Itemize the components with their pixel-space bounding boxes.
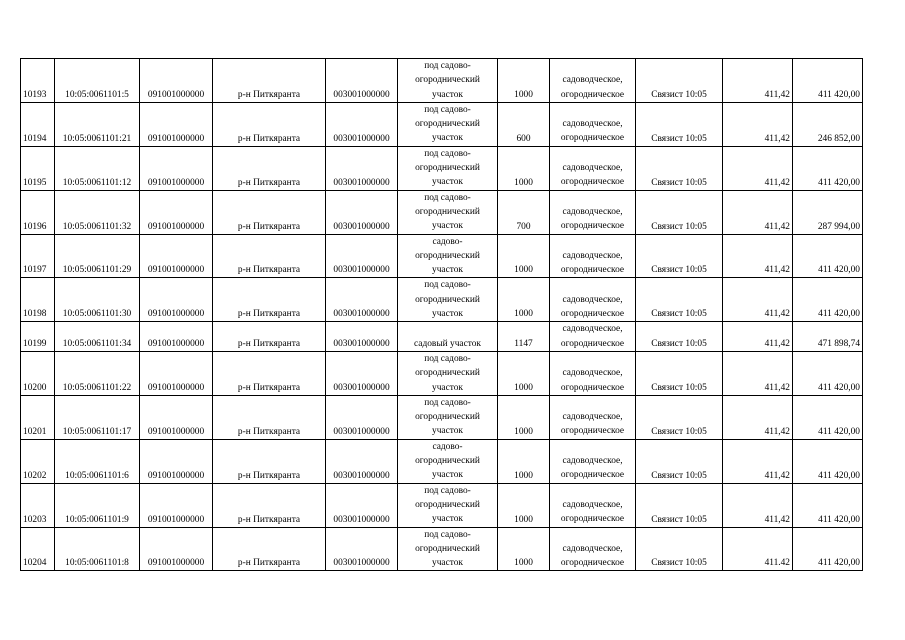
category-code-cell: 003001000000 bbox=[326, 146, 398, 190]
district-cell: р-н Питкяранта bbox=[213, 190, 326, 234]
okato-code-cell: 091001000000 bbox=[140, 102, 213, 146]
cadastral-value-cell: 411 420,00 bbox=[793, 234, 863, 278]
area-cell: 1000 bbox=[498, 527, 550, 571]
area-cell: 1000 bbox=[498, 439, 550, 483]
permitted-use-cell bbox=[398, 439, 498, 483]
location-cell: Связист 10:05 bbox=[636, 190, 723, 234]
area-cell: 1000 bbox=[498, 59, 550, 103]
specific-value-cell: 411,42 bbox=[723, 395, 793, 439]
purpose-cell bbox=[550, 102, 636, 146]
purpose-line: огородническое bbox=[560, 265, 625, 276]
table-row bbox=[21, 395, 863, 439]
permitted-use-line: огороднический bbox=[415, 294, 480, 305]
record-number-cell: 10201 bbox=[21, 395, 55, 439]
permitted-use-line: под садово- bbox=[424, 148, 471, 159]
area-cell: 1000 bbox=[498, 483, 550, 527]
table-row bbox=[21, 322, 863, 352]
purpose-cell bbox=[550, 483, 636, 527]
land-register-table bbox=[20, 58, 863, 571]
record-number-cell: 10194 bbox=[21, 102, 55, 146]
area-cell: 1000 bbox=[498, 146, 550, 190]
location-cell: Связист 10:05 bbox=[636, 234, 723, 278]
permitted-use-line: под садово- bbox=[424, 104, 471, 115]
category-code-cell: 003001000000 bbox=[326, 234, 398, 278]
table-row bbox=[21, 439, 863, 483]
table-row bbox=[21, 527, 863, 571]
category-code-cell: 003001000000 bbox=[326, 322, 398, 352]
record-number-cell: 10196 bbox=[21, 190, 55, 234]
record-number-cell: 10193 bbox=[21, 59, 55, 103]
purpose-line: садоводческое, bbox=[562, 543, 623, 554]
purpose-line: огородническое bbox=[560, 89, 625, 100]
district-cell: р-н Питкяранта bbox=[213, 527, 326, 571]
table-body bbox=[21, 59, 863, 571]
district-cell: р-н Питкяранта bbox=[213, 439, 326, 483]
location-cell: Связист 10:05 bbox=[636, 351, 723, 395]
okato-code-cell: 091001000000 bbox=[140, 146, 213, 190]
cadastral-value-cell: 411 420,00 bbox=[793, 278, 863, 322]
area-cell: 1000 bbox=[498, 351, 550, 395]
permitted-use-line: огороднический bbox=[415, 206, 480, 217]
permitted-use-cell bbox=[398, 59, 498, 103]
location-cell: Связист 10:05 bbox=[636, 102, 723, 146]
okato-code-cell: 091001000000 bbox=[140, 59, 213, 103]
purpose-cell bbox=[550, 351, 636, 395]
purpose-line: огородническое bbox=[560, 426, 625, 437]
cadastral-number-cell: 10:05:0061101:30 bbox=[55, 278, 140, 322]
permitted-use-line: участок bbox=[432, 558, 463, 569]
purpose-line: садоводческое, bbox=[562, 324, 623, 335]
specific-value-cell: 411,42 bbox=[723, 59, 793, 103]
cadastral-value-cell: 411 420,00 bbox=[793, 59, 863, 103]
permitted-use-line: участок bbox=[432, 177, 463, 188]
permitted-use-cell bbox=[398, 351, 498, 395]
specific-value-cell: 411,42 bbox=[723, 439, 793, 483]
cadastral-number-cell: 10:05:0061101:6 bbox=[55, 439, 140, 483]
purpose-line: огородническое bbox=[560, 338, 625, 349]
category-code-cell: 003001000000 bbox=[326, 278, 398, 322]
cadastral-value-cell: 411 420,00 bbox=[793, 395, 863, 439]
location-cell: Связист 10:05 bbox=[636, 146, 723, 190]
location-cell: Связист 10:05 bbox=[636, 439, 723, 483]
cadastral-value-cell: 411 420,00 bbox=[793, 527, 863, 571]
purpose-cell bbox=[550, 322, 636, 352]
permitted-use-cell bbox=[398, 234, 498, 278]
purpose-line: садоводческое, bbox=[562, 412, 623, 423]
permitted-use-line: огороднический bbox=[415, 412, 480, 423]
purpose-line: садоводческое, bbox=[562, 163, 623, 174]
cadastral-number-cell: 10:05:0061101:9 bbox=[55, 483, 140, 527]
cadastral-value-cell: 471 898,74 bbox=[793, 322, 863, 352]
permitted-use-line: огороднический bbox=[415, 163, 480, 174]
specific-value-cell: 411.42 bbox=[723, 527, 793, 571]
permitted-use-cell bbox=[398, 483, 498, 527]
okato-code-cell: 091001000000 bbox=[140, 395, 213, 439]
district-cell: р-н Питкяранта bbox=[213, 351, 326, 395]
purpose-cell bbox=[550, 146, 636, 190]
okato-code-cell: 091001000000 bbox=[140, 483, 213, 527]
record-number-cell: 10198 bbox=[21, 278, 55, 322]
purpose-line: садоводческое, bbox=[562, 368, 623, 379]
permitted-use-line: огороднический bbox=[415, 75, 480, 86]
permitted-use-cell bbox=[398, 322, 498, 352]
purpose-cell bbox=[550, 190, 636, 234]
purpose-line: садоводческое, bbox=[562, 250, 623, 261]
cadastral-value-cell: 246 852,00 bbox=[793, 102, 863, 146]
permitted-use-line: огороднический bbox=[415, 499, 480, 510]
okato-code-cell: 091001000000 bbox=[140, 322, 213, 352]
cadastral-value-cell: 411 420,00 bbox=[793, 146, 863, 190]
permitted-use-cell bbox=[398, 102, 498, 146]
location-cell: Связист 10:05 bbox=[636, 59, 723, 103]
purpose-line: огородническое bbox=[560, 133, 625, 144]
purpose-line: огородническое bbox=[560, 514, 625, 525]
permitted-use-line: под садово- bbox=[424, 61, 471, 71]
purpose-cell bbox=[550, 439, 636, 483]
area-cell: 1000 bbox=[498, 278, 550, 322]
record-number-cell: 10195 bbox=[21, 146, 55, 190]
permitted-use-line: садово- bbox=[432, 441, 463, 452]
permitted-use-cell bbox=[398, 527, 498, 571]
location-cell: Связист 10:05 bbox=[636, 483, 723, 527]
table-row bbox=[21, 351, 863, 395]
specific-value-cell: 411,42 bbox=[723, 322, 793, 352]
permitted-use-line: участок bbox=[432, 470, 463, 481]
category-code-cell: 003001000000 bbox=[326, 483, 398, 527]
permitted-use-line: участок bbox=[432, 265, 463, 276]
okato-code-cell: 091001000000 bbox=[140, 190, 213, 234]
table-row bbox=[21, 102, 863, 146]
specific-value-cell: 411,42 bbox=[723, 234, 793, 278]
specific-value-cell: 411,42 bbox=[723, 102, 793, 146]
purpose-line: огородническое bbox=[560, 177, 625, 188]
purpose-cell bbox=[550, 395, 636, 439]
district-cell: р-н Питкяранта bbox=[213, 234, 326, 278]
purpose-line: садоводческое, bbox=[562, 206, 623, 217]
district-cell: р-н Питкяранта bbox=[213, 395, 326, 439]
cadastral-value-cell: 411 420,00 bbox=[793, 351, 863, 395]
cadastral-value-cell: 411 420,00 bbox=[793, 483, 863, 527]
permitted-use-cell bbox=[398, 278, 498, 322]
purpose-cell bbox=[550, 234, 636, 278]
specific-value-cell: 411,42 bbox=[723, 483, 793, 527]
category-code-cell: 003001000000 bbox=[326, 351, 398, 395]
okato-code-cell: 091001000000 bbox=[140, 351, 213, 395]
district-cell: р-н Питкяранта bbox=[213, 322, 326, 352]
purpose-line: огородническое bbox=[560, 470, 625, 481]
category-code-cell: 003001000000 bbox=[326, 395, 398, 439]
permitted-use-cell bbox=[398, 190, 498, 234]
specific-value-cell: 411,42 bbox=[723, 146, 793, 190]
cadastral-number-cell: 10:05:0061101:12 bbox=[55, 146, 140, 190]
permitted-use-line: участок bbox=[432, 309, 463, 320]
cadastral-number-cell: 10:05:0061101:8 bbox=[55, 527, 140, 571]
permitted-use-line: участок bbox=[432, 426, 463, 437]
category-code-cell: 003001000000 bbox=[326, 102, 398, 146]
purpose-line: садоводческое, bbox=[562, 499, 623, 510]
purpose-line: садоводческое, bbox=[562, 456, 623, 467]
permitted-use-line: участок bbox=[432, 382, 463, 393]
cadastral-number-cell: 10:05:0061101:21 bbox=[55, 102, 140, 146]
okato-code-cell: 091001000000 bbox=[140, 234, 213, 278]
cadastral-number-cell: 10:05:0061101:5 bbox=[55, 59, 140, 103]
area-cell: 1147 bbox=[498, 322, 550, 352]
cadastral-number-cell: 10:05:0061101:34 bbox=[55, 322, 140, 352]
specific-value-cell: 411,42 bbox=[723, 351, 793, 395]
table-row bbox=[21, 146, 863, 190]
purpose-line: огородническое bbox=[560, 558, 625, 569]
purpose-line: огородническое bbox=[560, 382, 625, 393]
area-cell: 600 bbox=[498, 102, 550, 146]
table-row bbox=[21, 483, 863, 527]
cadastral-number-cell: 10:05:0061101:22 bbox=[55, 351, 140, 395]
category-code-cell: 003001000000 bbox=[326, 439, 398, 483]
purpose-cell bbox=[550, 278, 636, 322]
district-cell: р-н Питкяранта bbox=[213, 483, 326, 527]
permitted-use-line: участок bbox=[432, 514, 463, 525]
record-number-cell: 10197 bbox=[21, 234, 55, 278]
permitted-use-line: садовый участок bbox=[414, 338, 481, 349]
permitted-use-line: участок bbox=[432, 133, 463, 144]
purpose-cell bbox=[550, 527, 636, 571]
okato-code-cell: 091001000000 bbox=[140, 527, 213, 571]
permitted-use-line: под садово- bbox=[424, 353, 471, 364]
cadastral-number-cell: 10:05:0061101:29 bbox=[55, 234, 140, 278]
location-cell: Связист 10:05 bbox=[636, 322, 723, 352]
permitted-use-line: под садово- bbox=[424, 280, 471, 291]
record-number-cell: 10200 bbox=[21, 351, 55, 395]
purpose-line: огородническое bbox=[560, 221, 625, 232]
table-row bbox=[21, 59, 863, 103]
cadastral-value-cell: 287 994,00 bbox=[793, 190, 863, 234]
area-cell: 700 bbox=[498, 190, 550, 234]
location-cell: Связист 10:05 bbox=[636, 395, 723, 439]
category-code-cell: 003001000000 bbox=[326, 527, 398, 571]
specific-value-cell: 411,42 bbox=[723, 278, 793, 322]
table-row bbox=[21, 278, 863, 322]
okato-code-cell: 091001000000 bbox=[140, 278, 213, 322]
district-cell: р-н Питкяранта bbox=[213, 146, 326, 190]
permitted-use-line: участок bbox=[432, 89, 463, 100]
district-cell: р-н Питкяранта bbox=[213, 102, 326, 146]
permitted-use-line: участок bbox=[432, 221, 463, 232]
specific-value-cell: 411,42 bbox=[723, 190, 793, 234]
category-code-cell: 003001000000 bbox=[326, 59, 398, 103]
permitted-use-line: огороднический bbox=[415, 250, 480, 261]
district-cell: р-н Питкяранта bbox=[213, 59, 326, 103]
record-number-cell: 10199 bbox=[21, 322, 55, 352]
cadastral-number-cell: 10:05:0061101:32 bbox=[55, 190, 140, 234]
cadastral-value-cell: 411 420,00 bbox=[793, 439, 863, 483]
area-cell: 1000 bbox=[498, 395, 550, 439]
table-row bbox=[21, 234, 863, 278]
permitted-use-line: под садово- bbox=[424, 529, 471, 540]
permitted-use-cell bbox=[398, 146, 498, 190]
purpose-cell bbox=[550, 59, 636, 103]
purpose-line: огородническое bbox=[560, 309, 625, 320]
permitted-use-line: под садово- bbox=[424, 397, 471, 408]
table-row bbox=[21, 190, 863, 234]
category-code-cell: 003001000000 bbox=[326, 190, 398, 234]
permitted-use-line: огороднический bbox=[415, 543, 480, 554]
record-number-cell: 10203 bbox=[21, 483, 55, 527]
permitted-use-cell bbox=[398, 395, 498, 439]
permitted-use-line: под садово- bbox=[424, 485, 471, 496]
record-number-cell: 10204 bbox=[21, 527, 55, 571]
location-cell: Связист 10:05 bbox=[636, 278, 723, 322]
purpose-line: садоводческое, bbox=[562, 75, 623, 86]
okato-code-cell: 091001000000 bbox=[140, 439, 213, 483]
purpose-line: садоводческое, bbox=[562, 119, 623, 130]
cadastral-number-cell: 10:05:0061101:17 bbox=[55, 395, 140, 439]
permitted-use-line: огороднический bbox=[415, 456, 480, 467]
record-number-cell: 10202 bbox=[21, 439, 55, 483]
district-cell: р-н Питкяранта bbox=[213, 278, 326, 322]
location-cell: Связист 10:05 bbox=[636, 527, 723, 571]
permitted-use-line: садово- bbox=[432, 236, 463, 247]
permitted-use-line: под садово- bbox=[424, 192, 471, 203]
permitted-use-line: огороднический bbox=[415, 119, 480, 130]
purpose-line: садоводческое, bbox=[562, 294, 623, 305]
permitted-use-line: огороднический bbox=[415, 368, 480, 379]
area-cell: 1000 bbox=[498, 234, 550, 278]
